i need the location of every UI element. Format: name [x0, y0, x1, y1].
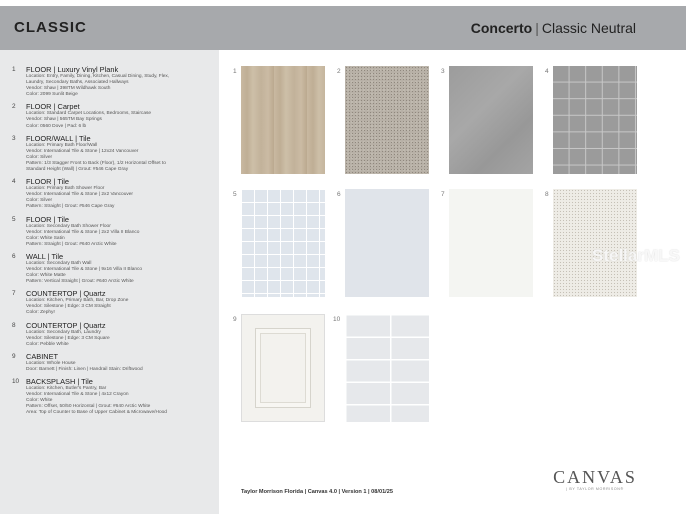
spec-detail-line: Color: 0560 Dove | Pad: 6 lb: [26, 123, 87, 129]
swatch-countertop-zephyr: [449, 189, 533, 297]
spec-item: [12, 65, 211, 98]
spec-title: FLOOR | Tile: [26, 177, 69, 187]
spec-detail-line: Color: White Satin: [26, 235, 65, 241]
swatch-carpet: [345, 66, 429, 174]
spec-detail-line: Vendor: International Tile & Stone | 4x12 Crayon: [26, 392, 129, 398]
spec-body: [26, 289, 211, 316]
spec-detail-line: Location: Kitchen, Primary Bath, Bar, Drop Zone: [26, 298, 129, 304]
spec-detail-line: Pattern: Offset, 50/50 Horizontal | Grout: #640 Arctic White: [26, 404, 151, 410]
spec-detail-line: Pattern: Straight | Grout: #640 Arctic White: [26, 241, 117, 247]
swatch-number: 8: [545, 191, 549, 198]
spec-title: FLOOR | Luxury Vinyl Plank: [26, 65, 119, 74]
swatch-number: 9: [233, 316, 237, 323]
spec-number: 9: [12, 352, 16, 360]
spec-number: 2: [12, 103, 16, 111]
swatch-lvp-floor: [241, 66, 325, 174]
spec-body: [26, 252, 211, 285]
spec-detail-line: Color: Pebble White: [26, 341, 69, 347]
spec-detail-line: Location: Entry, Family, Dining, Kitchen, Casual Dining, Study, Flex,: [26, 74, 170, 79]
spec-detail-line: Location: Primary Bath Floor/Wall: [26, 142, 98, 148]
spec-detail-line: Vendor: Silestone | Edge: 3 CM Square: [26, 335, 110, 341]
swatch-backsplash-tile: [345, 314, 429, 422]
spec-detail-line: Vendor: Silestone | Edge: 3 CM Straight: [26, 304, 111, 310]
spec-title: FLOOR | Tile: [26, 214, 69, 224]
spec-detail-line: Vendor: International Tile & Stone | 12x24 Vancouver: [26, 148, 139, 154]
swatch-number: 6: [337, 191, 341, 198]
spec-detail-line: Vendor: International Tile & Stone | 2x2 Villa II Blanco: [26, 229, 140, 235]
spec-detail-line: Color: Zephyr: [26, 310, 56, 316]
spec-item: [12, 252, 211, 285]
spec-number: 6: [12, 252, 16, 260]
spec-detail-line: Color: White Matte: [26, 273, 66, 279]
logo-word: CANVAS: [553, 467, 637, 487]
spec-detail-line: Door: Barnett | Finish: Linen | Handrail Stain: Driftwood: [26, 366, 143, 372]
watermark: StellarMLS: [592, 246, 680, 265]
swatch-number: 2: [337, 68, 341, 75]
spec-body: [26, 65, 211, 98]
scheme-name: Concerto: [470, 20, 533, 36]
spec-detail-line: Location: Kitchen, Butler's Pantry, Bar: [26, 386, 107, 391]
spec-detail-line: Location: Primary Bath Shower Floor: [26, 186, 105, 192]
spec-item: [12, 321, 211, 348]
swatch-number: 5: [233, 191, 237, 198]
spec-detail-line: Location: Secondary Bath, Laundry: [26, 329, 101, 335]
spec-detail-line: Color: Silver: [26, 198, 53, 204]
spec-detail-line: Standard Height (Wall) | Grout: #546 Cape Gray: [26, 167, 129, 173]
spec-item: [12, 177, 211, 210]
spec-title: COUNTERTOP | Quartz: [26, 289, 106, 299]
scheme-separator: |: [535, 20, 539, 36]
spec-detail-line: Vendor: International Tile & Stone | 9x16 Villa II Blanco: [26, 266, 143, 272]
swatch-number: 1: [233, 68, 237, 75]
footer-text: Taylor Morrison Florida | Canvas 4.0 | Version 1 | 08/01/25: [241, 489, 393, 495]
spec-item: [12, 289, 211, 316]
spec-detail-line: Color: White: [26, 398, 53, 404]
spec-body: [26, 102, 211, 129]
spec-item: [12, 102, 211, 129]
spec-number: 8: [12, 321, 16, 329]
spec-item: [12, 352, 211, 373]
spec-list: [0, 50, 219, 514]
swatch-number: 3: [441, 68, 445, 75]
swatch-secondary-shower-tile: [241, 189, 325, 297]
spec-title: FLOOR/WALL | Tile: [26, 133, 91, 143]
spec-item: [12, 215, 211, 248]
spec-body: [26, 321, 211, 348]
header-top-strip: [0, 0, 686, 6]
spec-number: 5: [12, 215, 16, 223]
spec-number: 10: [12, 378, 20, 385]
swatch-floor-wall-tile: [449, 66, 533, 174]
spec-detail-line: Pattern: Straight | Grout: #546 Cape Gray: [26, 204, 115, 210]
spec-body: [26, 377, 211, 416]
spec-item: [12, 377, 211, 416]
spec-detail-line: Location: Whole House: [26, 360, 76, 366]
spec-detail-line: Laundry, Secondary Baths, Associated Hallways: [26, 80, 129, 86]
swatch-number: 10: [333, 316, 341, 323]
spec-item: [12, 134, 211, 173]
spec-detail-line: Pattern: Vertical Straight | Grout: #640 Arctic White: [26, 279, 134, 285]
spec-title: COUNTERTOP | Quartz: [26, 320, 106, 330]
spec-detail-line: Location: Secondary Bath Wall: [26, 260, 92, 266]
swatch-number: 4: [545, 68, 549, 75]
spec-detail-line: Area: Top of Counter to Base of Upper Cabinet & Microwave/Hood: [26, 410, 167, 416]
logo-subtitle: | BY TAYLOR MORRISON®: [566, 487, 624, 491]
spec-detail-line: Color: Silver: [26, 154, 53, 160]
scheme-style: Classic Neutral: [541, 20, 636, 36]
spec-body: [26, 177, 211, 210]
spec-number: 3: [12, 134, 16, 142]
spec-detail-line: Location: Secondary Bath Shower Floor: [26, 223, 111, 229]
spec-title: BACKSPLASH | Tile: [26, 377, 93, 386]
spec-number: 4: [12, 178, 16, 186]
spec-title: CABINET: [26, 351, 59, 361]
spec-number: 7: [12, 290, 16, 298]
spec-detail-line: Color: 2099 Sunlit Beige: [26, 92, 78, 98]
collection-title: CLASSIC: [14, 19, 87, 36]
spec-detail-line: Location: Standard Carpet Locations, Bedrooms, Staircase: [26, 111, 152, 117]
canvas-logo: [553, 468, 637, 491]
spec-title: WALL | Tile: [26, 251, 64, 261]
spec-body: [26, 134, 211, 173]
swatch-wall-tile: [345, 189, 429, 297]
scheme-title: [471, 20, 636, 36]
spec-number: 1: [12, 66, 16, 73]
spec-detail-line: Pattern: 1/3 Stagger Front to Back (Floor), 1/2 Horizontal Offset to: [26, 160, 166, 166]
cabinet-panel: [255, 328, 311, 408]
swatch-number: 7: [441, 191, 445, 198]
spec-body: [26, 215, 211, 248]
spec-detail-line: Vendor: Shaw | 398TM Wildhawk South: [26, 86, 111, 92]
spec-detail-line: Vendor: International Tile & Stone | 2x2 Vancouver: [26, 192, 134, 198]
swatch-shower-floor-tile: [553, 66, 637, 174]
swatch-cabinet-door: [241, 314, 325, 422]
spec-title: FLOOR | Carpet: [26, 102, 80, 112]
spec-detail-line: Vendor: Shaw | 565TM Bay Springs: [26, 117, 102, 123]
header: [0, 0, 686, 50]
spec-body: [26, 352, 211, 373]
swatch-countertop-pebble-white: [553, 189, 637, 297]
